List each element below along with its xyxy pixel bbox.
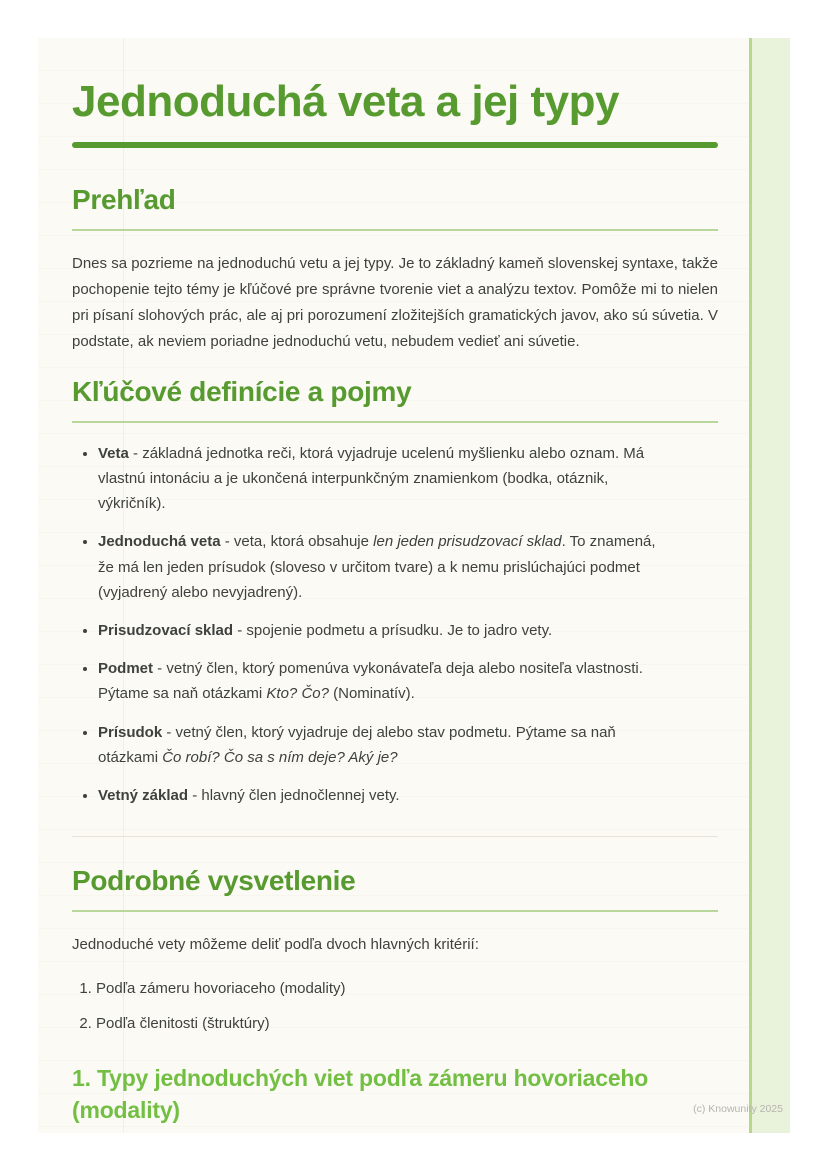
heading-underline xyxy=(72,421,718,423)
section-heading-prehlad: Prehľad xyxy=(72,183,176,215)
definition-segment: - základná jednotka reči, ktorá vyjadruje ucelenú myšlienku alebo oznam. Má vlastnú intonáciu a je ukončená interpunkčným znamienkom (bodka, otáznik, výkričník). xyxy=(98,444,645,513)
definition-segment: len jeden prisudzovací sklad xyxy=(373,533,562,551)
criteria-list xyxy=(72,977,718,1036)
page-title: Jednoduchá veta a jej typy xyxy=(72,77,619,126)
definition-segment: - veta, ktorá obsahuje xyxy=(220,533,374,551)
section-heading-definicie: Kľúčové definície a pojmy xyxy=(72,375,412,407)
definition-segment: Prísudok xyxy=(98,723,163,741)
definition-segment: - vetný člen, ktorý pomenúva vykonávateľa deja alebo nositeľa vlastnosti. Pýtame sa naň otázkami xyxy=(98,660,643,703)
definition-item xyxy=(98,656,658,706)
heading-underline xyxy=(72,229,718,231)
page-content xyxy=(72,38,718,1127)
definition-item xyxy=(98,441,658,517)
definition-segment: (Nominatív). xyxy=(328,685,415,703)
definition-item xyxy=(98,783,658,808)
definition-segment: . To znamená, že má len jeden prísudok (sloveso v určitom tvare) a k nemu prislúchajúci podmet (vyjadrený alebo nevyjadrený). xyxy=(98,533,656,601)
definition-item xyxy=(98,529,658,605)
definition-item xyxy=(98,720,658,770)
title-underline xyxy=(72,142,718,148)
definition-item xyxy=(98,618,658,643)
overview-paragraph: Dnes sa pozrieme na jednoduchú vetu a jej typy. Je to základný kameň slovenskej syntaxe, takže pochopenie tejto témy je kľúčové pre správne tvorenie viet a analýzu textov. Pomôže mi to nielen pri písaní slohových prác, ale aj pri porozumení zložitejších gramatických javov, ako sú súvetia. V podstate, ak neviem poriadne jednoduchú vetu, nebudem vedieť ani súvetie. xyxy=(72,254,718,351)
definition-list xyxy=(72,441,658,808)
explanation-intro: Jednoduché vety môžeme deliť podľa dvoch hlavných kritérií: xyxy=(72,936,479,954)
definition-segment: Podmet xyxy=(98,660,154,678)
definition-segment: Jednoduchá veta xyxy=(98,533,221,551)
definition-segment: Kto? Čo? xyxy=(266,685,329,703)
definition-segment: - spojenie podmetu a prísudku. Je to jadro vety. xyxy=(233,622,553,640)
subsection-heading-modality: 1. Typy jednoduchých viet podľa zámeru hovoriaceho (modality) xyxy=(72,1064,649,1124)
definition-segment: Čo robí? Čo sa s ním deje? Aký je? xyxy=(162,748,398,766)
section-divider xyxy=(72,836,718,837)
watermark: (c) Knowunity 2025 xyxy=(693,1103,783,1115)
section-heading-vysvetlenie: Podrobné vysvetlenie xyxy=(72,865,356,897)
definition-segment: Vetný základ xyxy=(98,786,189,804)
definition-segment: - hlavný člen jednočlennej vety. xyxy=(188,786,400,804)
binding-strip xyxy=(749,38,790,1133)
definition-segment: Veta xyxy=(98,444,129,462)
definition-segment: - vetný člen, ktorý vyjadruje dej alebo stav podmetu. Pýtame sa naň otázkami xyxy=(98,723,616,766)
criteria-item: 1. Podľa zámeru hovoriaceho (modality) xyxy=(96,977,718,1001)
criteria-item: 2. Podľa členitosti (štruktúry) xyxy=(96,1012,718,1036)
definition-segment: Prisudzovací sklad xyxy=(98,622,234,640)
document-page xyxy=(38,38,790,1133)
heading-underline xyxy=(72,910,718,912)
